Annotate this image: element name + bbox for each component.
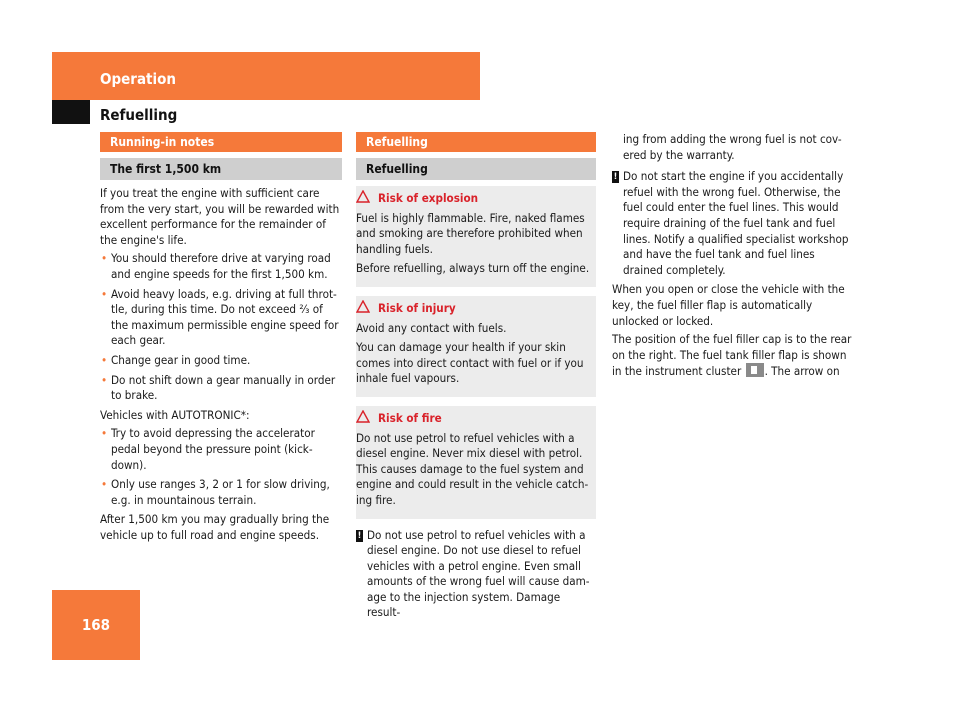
paragraph-filler-position: The position of the fuel filler cap is to the rear on the right. The fuel tank filler flap is shown in the instrument cluster . The arrow on (612, 332, 852, 379)
intro-paragraph: If you treat the engine with sufficient care from the very start, you will be rewarded with excellent performance for the remainder of the engine's life. (100, 186, 340, 247)
column-running-in (100, 132, 342, 546)
list-item: • Only use ranges 3, 2 or 1 for slow driving, e.g. in mountainous terrain. (100, 477, 342, 508)
header-marker (52, 100, 90, 124)
note-text: Do not start the engine if you accidentally refuel with the wrong fuel. Otherwise, the fuel could enter the fuel lines. This would require draining of the fuel tank and fuel lines. Notify a qualified specialist workshop and have the fuel tank and fuel lines drained completely. (623, 169, 849, 277)
warning-triangle-icon (356, 410, 378, 428)
warning-triangle-icon (356, 300, 378, 318)
warning-title: Risk of fire (378, 410, 442, 425)
warning-box (356, 296, 596, 397)
note-text: Do not use petrol to refuel vehicles with a diesel engine. Do not use diesel to refuel vehicles with a petrol engine. Even small amounts of the wrong fuel will cause dam- age to the injection system. Damage result- (367, 527, 590, 620)
paragraph-filler-lock: When you open or close the vehicle with the key, the fuel filler flap is automatically unlocked or locked. (612, 282, 845, 328)
list-item: • Do not shift down a gear manually in order to brake. (100, 373, 342, 404)
list-item: • You should therefore drive at varying road and engine speeds for the first 1,500 km. (100, 251, 342, 282)
running-in-list (100, 251, 342, 403)
warning-text: You can damage your health if your skin comes into direct contact with fuel or if you inhale fuel vapours. (356, 340, 584, 386)
warning-title: Risk of injury (378, 300, 456, 315)
warning-box (356, 406, 596, 519)
section-bar-refuelling: Refuelling (356, 132, 596, 152)
warning-text: Fuel is highly flammable. Fire, naked flames and smoking are therefore prohibited when handling fuels. (356, 210, 585, 256)
column-refuelling (356, 132, 596, 625)
list-item: • Avoid heavy loads, e.g. driving at full throt- tle, during this time. Do not exceed ²⁄₃ of the maximum permissible engine speed for each gear. (100, 287, 342, 349)
autotronic-heading: Vehicles with AUTOTRONIC*: (100, 407, 250, 422)
column-refuelling-continued (612, 132, 856, 383)
warning-box (356, 186, 596, 287)
warning-text: Before refuelling, always turn off the engine. (356, 261, 590, 276)
autotronic-list (100, 426, 342, 508)
exclamation-icon: ! (613, 172, 618, 183)
exclamation-icon: ! (357, 530, 362, 541)
outro-paragraph: After 1,500 km you may gradually bring the vehicle up to full road and engine speeds. (100, 512, 330, 542)
note-wrong-fuel (356, 528, 596, 622)
subheading-first-1500: The first 1,500 km (100, 158, 342, 180)
continued-text: ing from adding the wrong fuel is not cov- ered by the warranty. (623, 132, 842, 162)
warning-text: Do not use petrol to refuel vehicles with a diesel engine. Never mix diesel with petrol. This causes damage to the fuel system and engine and could result in the vehicle catch- ing fire. (356, 430, 589, 507)
list-item: • Change gear in good time. (100, 353, 342, 369)
subheading-refuelling: Refuelling (356, 158, 596, 180)
warning-title: Risk of explosion (378, 191, 479, 205)
fuel-pump-icon (746, 363, 764, 377)
page-number: 168 (81, 616, 111, 634)
header-section: Operation (100, 70, 177, 88)
header-subsection: Refuelling (100, 106, 178, 124)
warning-triangle-icon (356, 190, 378, 208)
note-wrong-fuel-start (612, 169, 856, 278)
warning-text: Avoid any contact with fuels. (356, 320, 507, 335)
list-item: • Try to avoid depressing the accelerator pedal beyond the pressure point (kick- down). (100, 426, 342, 473)
section-bar-running-in: Running-in notes (100, 132, 342, 152)
